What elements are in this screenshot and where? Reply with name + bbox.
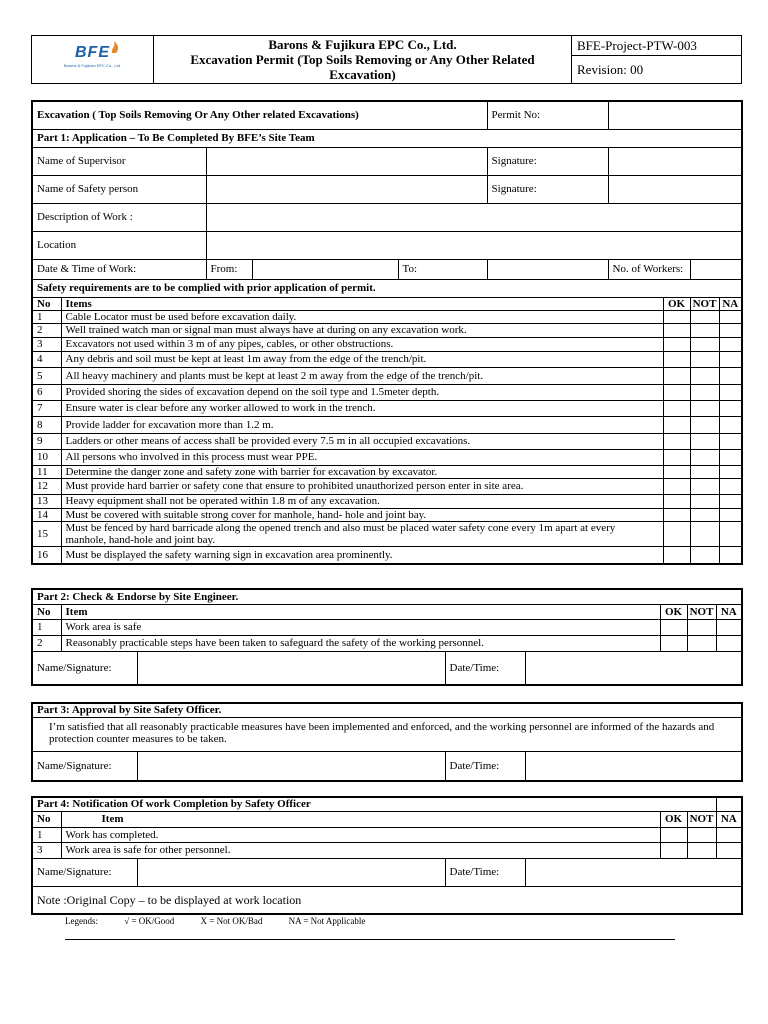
- col-no-header: No: [32, 297, 61, 310]
- item-not-checkbox[interactable]: [690, 433, 719, 449]
- item-na-checkbox[interactable]: [719, 416, 742, 433]
- table-row: [32, 384, 742, 400]
- part3-heading: Part 3: Approval by Site Safety Officer.: [32, 703, 742, 717]
- item-text: Cable Locator must be used before excavation daily.: [61, 310, 663, 323]
- item-na-checkbox[interactable]: [716, 619, 742, 635]
- item-na-checkbox[interactable]: [719, 521, 742, 546]
- footer-divider: [65, 939, 675, 940]
- part2-heading: Part 2: Check & Endorse by Site Engineer.: [32, 589, 742, 604]
- item-text: Must be displayed the safety warning sign in excavation area prominently.: [61, 546, 663, 564]
- item-not-checkbox[interactable]: [687, 635, 716, 651]
- company-name: Barons & Fujikura EPC Co., Ltd.: [268, 37, 457, 52]
- workers-label: No. of Workers:: [608, 259, 690, 279]
- item-ok-checkbox[interactable]: [663, 433, 690, 449]
- permit-title: Excavation ( Top Soils Removing Or Any Other related Excavations): [32, 101, 487, 129]
- page-title: Excavation Permit (Top Soils Removing or Any Other Related Excavation): [190, 52, 535, 82]
- item-not-checkbox[interactable]: [690, 416, 719, 433]
- part4-date-time-field[interactable]: [525, 858, 742, 886]
- item-number: 5: [32, 367, 61, 384]
- table-row: [32, 521, 742, 546]
- legend: [65, 916, 389, 926]
- table-row: [32, 635, 742, 651]
- doc-number: BFE-Project-PTW-003: [572, 36, 742, 56]
- item-ok-checkbox[interactable]: [663, 449, 690, 465]
- part2-col-no: No: [32, 604, 61, 619]
- legend-label: Legends:: [65, 916, 98, 926]
- item-text: Must be covered with suitable strong cover for manhole, hand- hole and joint bay.: [61, 508, 663, 521]
- part3-statement: I’m satisfied that all reasonably practicable measures have been implemented and enforced, and the working personnel are informed of the hazards and protection counter measures to be taken.: [32, 717, 742, 751]
- col-na-header: NA: [719, 297, 742, 310]
- part2-name-sig-label: Name/Signature:: [32, 651, 137, 685]
- item-number: 2: [32, 635, 61, 651]
- item-not-checkbox[interactable]: [687, 827, 716, 842]
- revision: Revision: 00: [572, 56, 742, 84]
- item-not-checkbox[interactable]: [690, 323, 719, 337]
- to-label: To:: [398, 259, 487, 279]
- item-not-checkbox[interactable]: [690, 465, 719, 478]
- item-text: Ladders or other means of access shall be provided every 7.5 m in all occupied excavations.: [61, 433, 663, 449]
- table-row: [32, 827, 742, 842]
- item-na-checkbox[interactable]: [719, 508, 742, 521]
- table-row: [32, 323, 742, 337]
- item-not-checkbox[interactable]: [690, 494, 719, 508]
- part4-col-no: No: [32, 811, 61, 827]
- part4-col-ok: OK: [660, 811, 687, 827]
- header-title-cell: [154, 36, 572, 84]
- item-not-checkbox[interactable]: [690, 546, 719, 564]
- part1-heading: Part 1: Application – To Be Completed By BFE’s Site Team: [32, 129, 742, 147]
- item-na-checkbox[interactable]: [719, 337, 742, 351]
- item-number: 3: [32, 337, 61, 351]
- description-label: Description of Work :: [32, 203, 206, 231]
- item-number: 10: [32, 449, 61, 465]
- item-ok-checkbox[interactable]: [660, 635, 687, 651]
- item-ok-checkbox[interactable]: [663, 351, 690, 367]
- item-text: Heavy equipment shall not be operated within 1.8 m of any excavation.: [61, 494, 663, 508]
- item-na-checkbox[interactable]: [719, 400, 742, 416]
- table-row: [32, 619, 742, 635]
- part2-col-item: Item: [61, 604, 660, 619]
- item-not-checkbox[interactable]: [690, 521, 719, 546]
- supervisor-name-field[interactable]: [206, 147, 487, 175]
- item-number: 1: [32, 827, 61, 842]
- part1-items: [32, 310, 742, 564]
- item-text: Work area is safe for other personnel.: [61, 842, 660, 858]
- part3-name-sig-label: Name/Signature:: [32, 751, 137, 781]
- part2-col-na: NA: [716, 604, 742, 619]
- item-number: 4: [32, 351, 61, 367]
- item-ok-checkbox[interactable]: [663, 494, 690, 508]
- item-text: Excavators not used within 3 m of any pipes, cables, or other obstructions.: [61, 337, 663, 351]
- part4-note: Note :Original Copy – to be displayed at work location: [32, 886, 742, 914]
- item-text: Provide ladder for excavation more than 1.2 m.: [61, 416, 663, 433]
- item-ok-checkbox[interactable]: [660, 619, 687, 635]
- item-ok-checkbox[interactable]: [660, 827, 687, 842]
- item-text: Well trained watch man or signal man must always have at during on any excavation work.: [61, 323, 663, 337]
- item-na-checkbox[interactable]: [719, 367, 742, 384]
- part4-completion-table: [31, 796, 743, 915]
- item-na-checkbox[interactable]: [719, 433, 742, 449]
- table-row: [32, 508, 742, 521]
- item-na-checkbox[interactable]: [719, 478, 742, 494]
- part3-name-sig-field[interactable]: [137, 751, 445, 781]
- part2-items: [32, 619, 742, 651]
- part2-col-not: NOT: [687, 604, 716, 619]
- item-number: 3: [32, 842, 61, 858]
- item-number: 11: [32, 465, 61, 478]
- document-header: [31, 35, 742, 84]
- item-na-checkbox[interactable]: [716, 842, 742, 858]
- from-label: From:: [206, 259, 252, 279]
- legend-na: NA = Not Applicable: [288, 916, 366, 926]
- item-not-checkbox[interactable]: [690, 384, 719, 400]
- item-number: 12: [32, 478, 61, 494]
- item-number: 1: [32, 619, 61, 635]
- item-number: 8: [32, 416, 61, 433]
- permit-no-label: Permit No:: [487, 101, 608, 129]
- description-field[interactable]: [206, 203, 742, 231]
- item-number: 6: [32, 384, 61, 400]
- item-ok-checkbox[interactable]: [663, 310, 690, 323]
- item-number: 9: [32, 433, 61, 449]
- part4-col-na: NA: [716, 811, 742, 827]
- part3-date-time-field[interactable]: [525, 751, 742, 781]
- safety-person-signature-field[interactable]: [608, 175, 742, 203]
- table-row: [32, 367, 742, 384]
- table-row: [32, 842, 742, 858]
- flame-icon: [110, 41, 120, 53]
- item-na-checkbox[interactable]: [719, 384, 742, 400]
- col-not-header: NOT: [690, 297, 719, 310]
- item-not-checkbox[interactable]: [690, 351, 719, 367]
- location-field[interactable]: [206, 231, 742, 259]
- item-text: Ensure water is clear before any worker allowed to work in the trench.: [61, 400, 663, 416]
- item-text: Reasonably practicable steps have been taken to safeguard the safety of the working personnel.: [61, 635, 660, 651]
- part4-heading-spacer: [716, 797, 742, 811]
- item-number: 13: [32, 494, 61, 508]
- safety-person-label: Name of Safety person: [32, 175, 206, 203]
- supervisor-signature-field[interactable]: [608, 147, 742, 175]
- part2-name-sig-field[interactable]: [137, 651, 445, 685]
- item-number: 14: [32, 508, 61, 521]
- item-ok-checkbox[interactable]: [663, 384, 690, 400]
- item-na-checkbox[interactable]: [719, 494, 742, 508]
- item-ok-checkbox[interactable]: [663, 508, 690, 521]
- item-not-checkbox[interactable]: [690, 478, 719, 494]
- item-ok-checkbox[interactable]: [660, 842, 687, 858]
- item-na-checkbox[interactable]: [719, 465, 742, 478]
- table-row: [32, 400, 742, 416]
- part4-name-sig-field[interactable]: [137, 858, 445, 886]
- table-row: [32, 433, 742, 449]
- item-not-checkbox[interactable]: [690, 400, 719, 416]
- item-text: Must be fenced by hard barricade along the opened trench and also must be placed water safety cone every 1m apart at every manhole, hand-hole and joint bay.: [61, 521, 663, 546]
- part2-date-time-field[interactable]: [525, 651, 742, 685]
- permit-no-field[interactable]: [608, 101, 742, 129]
- item-na-checkbox[interactable]: [716, 827, 742, 842]
- table-row: [32, 449, 742, 465]
- item-na-checkbox[interactable]: [719, 323, 742, 337]
- table-row: [32, 310, 742, 323]
- part4-items: [32, 827, 742, 858]
- part2-col-ok: OK: [660, 604, 687, 619]
- item-na-checkbox[interactable]: [719, 310, 742, 323]
- item-not-checkbox[interactable]: [690, 310, 719, 323]
- item-ok-checkbox[interactable]: [663, 478, 690, 494]
- part4-col-not: NOT: [687, 811, 716, 827]
- table-row: [32, 337, 742, 351]
- part4-name-sig-label: Name/Signature:: [32, 858, 137, 886]
- safety-person-name-field[interactable]: [206, 175, 487, 203]
- datetime-label: Date & Time of Work:: [32, 259, 206, 279]
- supervisor-signature-label: Signature:: [487, 147, 608, 175]
- item-number: 1: [32, 310, 61, 323]
- item-na-checkbox[interactable]: [719, 546, 742, 564]
- item-ok-checkbox[interactable]: [663, 367, 690, 384]
- safety-person-signature-label: Signature:: [487, 175, 608, 203]
- part4-heading: Part 4: Notification Of work Completion by Safety Officer: [32, 797, 716, 811]
- item-ok-checkbox[interactable]: [663, 416, 690, 433]
- item-not-checkbox[interactable]: [690, 337, 719, 351]
- part3-date-time-label: Date/Time:: [445, 751, 525, 781]
- table-row: [32, 465, 742, 478]
- company-logo: [32, 36, 154, 84]
- part4-date-time-label: Date/Time:: [445, 858, 525, 886]
- part2-endorse-table: [31, 588, 743, 686]
- item-number: 7: [32, 400, 61, 416]
- legend-not: X = Not OK/Bad: [200, 916, 263, 926]
- workers-field[interactable]: [690, 259, 742, 279]
- item-text: All heavy machinery and plants must be kept at least 2 m away from the edge of the trench/pit.: [61, 367, 663, 384]
- part1-application-table: [31, 100, 743, 565]
- table-row: [32, 416, 742, 433]
- part3-approval-table: [31, 702, 743, 782]
- item-not-checkbox[interactable]: [687, 619, 716, 635]
- legend-ok: √ = OK/Good: [124, 916, 175, 926]
- requirements-note: Safety requirements are to be complied with prior application of permit.: [32, 279, 742, 297]
- item-text: Provided shoring the sides of excavation depend on the soil type and 1.5meter depth.: [61, 384, 663, 400]
- item-ok-checkbox[interactable]: [663, 521, 690, 546]
- item-ok-checkbox[interactable]: [663, 546, 690, 564]
- col-ok-header: OK: [663, 297, 690, 310]
- item-text: Work area is safe: [61, 619, 660, 635]
- item-text: Must provide hard barrier or safety cone that ensure to prohibited unauthorized person enter in site area.: [61, 478, 663, 494]
- part2-date-time-label: Date/Time:: [445, 651, 525, 685]
- from-field[interactable]: [252, 259, 398, 279]
- item-na-checkbox[interactable]: [719, 449, 742, 465]
- item-na-checkbox[interactable]: [716, 635, 742, 651]
- table-row: [32, 494, 742, 508]
- item-ok-checkbox[interactable]: [663, 337, 690, 351]
- item-ok-checkbox[interactable]: [663, 465, 690, 478]
- item-ok-checkbox[interactable]: [663, 323, 690, 337]
- item-not-checkbox[interactable]: [690, 367, 719, 384]
- part4-col-item: Item: [61, 811, 660, 827]
- item-number: 16: [32, 546, 61, 564]
- table-row: [32, 478, 742, 494]
- item-not-checkbox[interactable]: [690, 508, 719, 521]
- table-row: [32, 351, 742, 367]
- item-number: 15: [32, 521, 61, 546]
- to-field[interactable]: [487, 259, 608, 279]
- supervisor-label: Name of Supervisor: [32, 147, 206, 175]
- col-items-header: Items: [61, 297, 663, 310]
- item-not-checkbox[interactable]: [690, 449, 719, 465]
- item-text: Determine the danger zone and safety zone with barrier for excavation by excavator.: [61, 465, 663, 478]
- item-text: Any debris and soil must be kept at least 1m away from the edge of the trench/pit.: [61, 351, 663, 367]
- logo-text: BFE: [75, 44, 110, 61]
- location-label: Location: [32, 231, 206, 259]
- item-not-checkbox[interactable]: [687, 842, 716, 858]
- item-text: Work has completed.: [61, 827, 660, 842]
- item-text: All persons who involved in this process must wear PPE.: [61, 449, 663, 465]
- item-na-checkbox[interactable]: [719, 351, 742, 367]
- table-row: [32, 546, 742, 564]
- item-number: 2: [32, 323, 61, 337]
- logo-subtext: Barons & Fujikura EPC Co., Ltd.: [63, 63, 122, 68]
- item-ok-checkbox[interactable]: [663, 400, 690, 416]
